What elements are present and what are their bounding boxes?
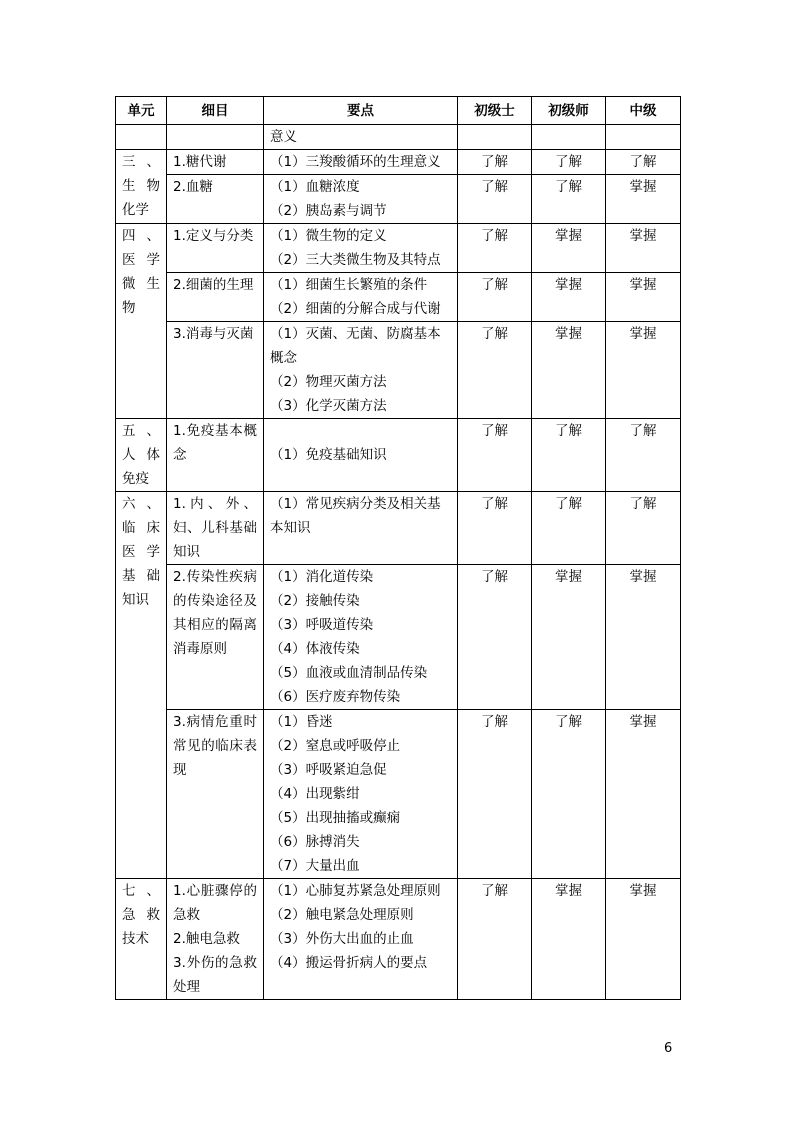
point-line: （1）消化道传染 [270, 569, 374, 585]
level-cell: 掌握 [606, 175, 681, 224]
points-cell [264, 224, 458, 273]
level-cell: 了解 [532, 710, 606, 879]
level-cell: 了解 [532, 175, 606, 224]
level-cell [458, 125, 532, 150]
point-line: （5）出现抽搐或癫痫 [270, 810, 401, 826]
unit-cell: 六、临床医学基础知识 [116, 492, 167, 879]
table-header-row [116, 97, 681, 125]
table-row [116, 175, 681, 224]
level-cell: 掌握 [532, 224, 606, 273]
point-line: （2）窒息或呼吸停止 [270, 738, 401, 754]
level-cell: 掌握 [606, 224, 681, 273]
points-cell [264, 322, 458, 419]
table-row [116, 150, 681, 175]
unit-cell: 七、急救技术 [116, 879, 167, 1000]
point-line: 概念 [270, 350, 297, 366]
detail-cell: 1.糖代谢 [167, 150, 264, 175]
detail-cell: 1.定义与分类 [167, 224, 264, 273]
unit-cell [116, 125, 167, 150]
point-line: （6）医疗废弃物传染 [270, 689, 401, 705]
level-cell: 了解 [458, 175, 532, 224]
level-cell: 了解 [606, 150, 681, 175]
detail-cell: 2.细菌的生理 [167, 273, 264, 322]
header-junior-practitioner: 初级师 [532, 97, 606, 125]
table-row [116, 273, 681, 322]
points-cell [264, 125, 458, 150]
point-line: （6）脉搏消失 [270, 834, 360, 850]
point-line: （4）搬运骨折病人的要点 [270, 955, 428, 971]
points-cell [264, 175, 458, 224]
detail-cell: 1.内、外、妇、儿科基础知识 [167, 492, 264, 565]
point-line: （3）呼吸紧迫急促 [270, 762, 387, 778]
point-line: （3）化学灭菌方法 [270, 398, 387, 414]
detail-cell: 1.免疫基本概念 [167, 419, 264, 492]
table-row [116, 419, 681, 492]
table-row [116, 565, 681, 710]
point-line: （4）体液传染 [270, 641, 360, 657]
point-line: 本知识 [270, 520, 311, 536]
table-row [116, 492, 681, 565]
level-cell: 掌握 [532, 322, 606, 419]
point-line: （2）物理灭菌方法 [270, 374, 387, 390]
level-cell: 掌握 [532, 565, 606, 710]
points-cell [264, 150, 458, 175]
header-points: 要点 [264, 97, 458, 125]
points-cell [264, 565, 458, 710]
level-cell: 了解 [532, 492, 606, 565]
header-detail: 细目 [167, 97, 264, 125]
points-cell [264, 879, 458, 1000]
syllabus-table [115, 96, 681, 1000]
level-cell: 掌握 [532, 879, 606, 1000]
level-cell: 掌握 [532, 273, 606, 322]
level-cell: 掌握 [606, 710, 681, 879]
table-row [116, 322, 681, 419]
detail-cell: 3.病情危重时常见的临床表现 [167, 710, 264, 879]
page-number: 6 [664, 1041, 673, 1056]
level-cell: 掌握 [606, 879, 681, 1000]
table-row [116, 879, 681, 1000]
level-cell: 了解 [606, 492, 681, 565]
points-cell [264, 492, 458, 565]
detail-cell: 3.消毒与灭菌 [167, 322, 264, 419]
level-cell: 了解 [458, 224, 532, 273]
points-cell [264, 273, 458, 322]
detail-cell: 2.血糖 [167, 175, 264, 224]
point-line: （1）心肺复苏紧急处理原则 [270, 883, 441, 899]
point-line: （1）细菌生长繁殖的条件 [270, 277, 428, 293]
unit-cell: 五、人体免疫 [116, 419, 167, 492]
point-line: （7）大量出血 [270, 858, 360, 874]
point-line: （1）昏迷 [270, 714, 333, 730]
table-row [116, 224, 681, 273]
level-cell: 了解 [458, 419, 532, 492]
level-cell: 了解 [458, 879, 532, 1000]
level-cell: 掌握 [606, 322, 681, 419]
level-cell: 了解 [458, 565, 532, 710]
header-intermediate: 中级 [606, 97, 681, 125]
detail-cell [167, 125, 264, 150]
header-junior-technician: 初级士 [458, 97, 532, 125]
table-row [116, 710, 681, 879]
table-row [116, 125, 681, 150]
point-line: （4）出现紫绀 [270, 786, 360, 802]
detail-cell: 2.传染性疾病的传染途径及其相应的隔离消毒原则 [167, 565, 264, 710]
point-line: （2）胰岛素与调节 [270, 203, 387, 219]
point-line: （2）触电紧急处理原则 [270, 907, 414, 923]
detail-cell: 1.心脏骤停的急救 2.触电急救 3.外伤的急救处理 [167, 879, 264, 1000]
point-line: （3）呼吸道传染 [270, 617, 374, 633]
point-line: （1）三羧酸循环的生理意义 [270, 154, 441, 170]
point-line: （1）微生物的定义 [270, 228, 387, 244]
unit-cell: 四、医学微生物 [116, 224, 167, 419]
point-line: （1）灭菌、无菌、防腐基本 [270, 326, 441, 342]
points-cell [264, 419, 458, 492]
level-cell: 了解 [532, 419, 606, 492]
level-cell: 了解 [458, 322, 532, 419]
level-cell: 了解 [458, 150, 532, 175]
level-cell: 了解 [458, 492, 532, 565]
level-cell: 了解 [532, 150, 606, 175]
point-line: （3）外伤大出血的止血 [270, 931, 414, 947]
point-line: （2）接触传染 [270, 593, 360, 609]
point-line: （1）免疫基础知识 [270, 447, 387, 463]
level-cell: 了解 [458, 710, 532, 879]
point-line: （2）细菌的分解合成与代谢 [270, 301, 441, 317]
points-cell [264, 710, 458, 879]
point-line: （1）血糖浓度 [270, 179, 360, 195]
point-line: （2）三大类微生物及其特点 [270, 252, 441, 268]
level-cell: 掌握 [606, 273, 681, 322]
point-line: （5）血液或血清制品传染 [270, 665, 428, 681]
level-cell: 掌握 [606, 565, 681, 710]
point-line: （1）常见疾病分类及相关基 [270, 496, 441, 512]
unit-cell: 三、生物化学 [116, 150, 167, 224]
header-unit: 单元 [116, 97, 167, 125]
level-cell [532, 125, 606, 150]
level-cell [606, 125, 681, 150]
point-line: 意义 [270, 129, 297, 145]
level-cell: 了解 [458, 273, 532, 322]
level-cell: 了解 [606, 419, 681, 492]
